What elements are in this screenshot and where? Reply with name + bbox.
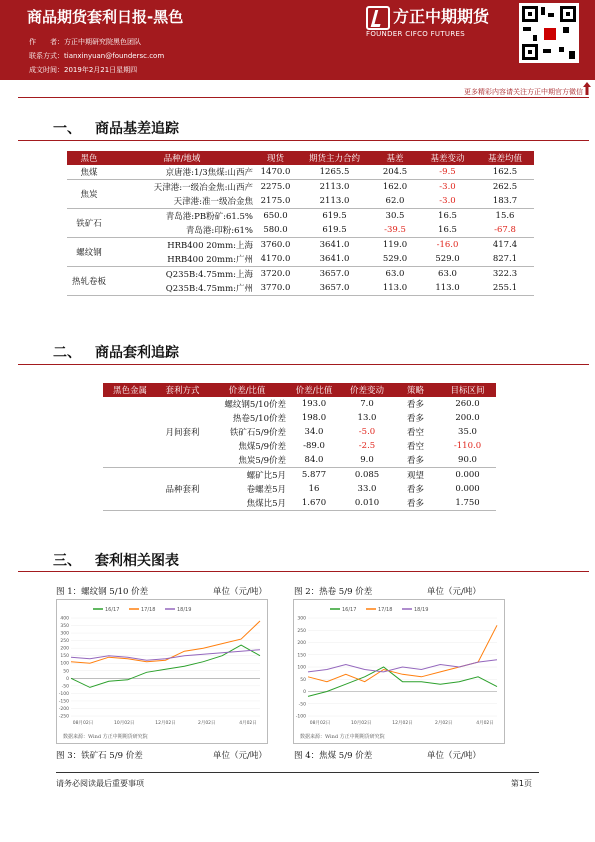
section-1-heading: 一、 商品基差追踪 [53, 121, 179, 137]
table-cell: 255.1 [492, 283, 518, 293]
table-cell: 63.0 [385, 269, 405, 279]
group-label: 月间套利 [165, 428, 200, 438]
series-line [71, 650, 260, 661]
group-label: 螺纹钢 [76, 248, 102, 258]
legend-label: 18/19 [177, 607, 192, 613]
table-cell: 看多 [406, 456, 424, 466]
table-cell: 62.0 [385, 196, 405, 206]
date-line: 成文时间：2019年2月21日星期四 [29, 66, 138, 74]
table-cell: 113.0 [435, 283, 460, 293]
table-cell: 0.010 [354, 498, 380, 508]
y-tick-label: 50 [300, 677, 306, 683]
table-cell: 看多 [406, 499, 424, 509]
table-cell: 529.0 [382, 254, 408, 264]
x-tick-label: 12月02日 [392, 721, 413, 726]
table-cell: -9.5 [439, 167, 456, 177]
chart-rebar-spread [56, 599, 268, 744]
table-cell: 3657.0 [319, 269, 350, 279]
table-cell: 2113.0 [319, 182, 350, 192]
x-tick-label: 10月02日 [114, 721, 135, 726]
section-3-heading: 三、 套利相关图表 [53, 553, 179, 569]
table-cell: HRB400 20mm:上海 [167, 241, 253, 251]
table-cell: 看多 [406, 485, 424, 495]
footer-divider [56, 772, 539, 773]
table-cell: 京唐港:1/3焦煤:山西产 [165, 168, 253, 178]
report-header [0, 0, 595, 80]
column-header: 品种/地域 [111, 151, 253, 165]
arrow-up-icon [583, 82, 591, 95]
column-header: 黑色金属 [103, 383, 157, 397]
table-cell: 90.0 [458, 455, 477, 465]
y-tick-label: 200 [60, 646, 69, 652]
table-cell: 7.0 [360, 399, 374, 409]
table-cell: 1470.0 [260, 167, 291, 177]
table-cell: 204.5 [382, 167, 408, 177]
table-cell: 63.0 [438, 269, 457, 279]
table-cell: 0.085 [354, 470, 380, 480]
figure-4-caption: 图 4：焦煤 5/9 价差 [294, 751, 373, 761]
table-cell: -110.0 [453, 441, 482, 451]
y-tick-label: 300 [297, 616, 306, 622]
y-tick-label: 400 [60, 616, 69, 622]
legend-label: 16/17 [105, 607, 120, 613]
table-cell: 青岛港:印粉:61% [185, 226, 253, 236]
table-cell: 3760.0 [260, 240, 291, 250]
x-tick-label: 2月02日 [434, 721, 453, 726]
table-cell: HRB400 20mm:广州 [167, 255, 253, 265]
table-cell: 30.5 [385, 211, 405, 221]
column-header: 期货主力合约 [298, 151, 371, 165]
y-tick-label: 100 [60, 661, 69, 667]
table-cell: 天津港:准一级冶金焦 [173, 197, 253, 207]
legend-label: 17/18 [378, 607, 393, 613]
column-header: 套利方式 [157, 383, 208, 397]
y-tick-label: -100 [295, 714, 306, 720]
table-row [67, 180, 534, 195]
y-tick-label: 150 [297, 653, 306, 659]
table-cell: -89.0 [303, 441, 325, 451]
table-cell: 183.7 [492, 196, 518, 206]
table-cell: 417.4 [492, 240, 518, 250]
group-label: 品种套利 [165, 485, 200, 495]
figure-2-unit: 单位（元/吨） [427, 587, 481, 597]
contact-line: 联系方式：tianxinyuan@foundersc.com [29, 52, 165, 60]
y-tick-label: 250 [60, 639, 69, 645]
table-cell: Q235B:4.75mm:广州 [165, 284, 253, 294]
table-row [67, 209, 534, 224]
section-2-divider [18, 364, 589, 365]
table-row [103, 468, 496, 483]
table-cell: 162.5 [492, 167, 518, 177]
y-tick-label: 150 [60, 654, 69, 660]
table-cell: 3657.0 [319, 283, 350, 293]
group-label: 焦炭 [80, 190, 98, 200]
arbitrage-table [103, 383, 496, 511]
x-tick-label: 4月02日 [239, 721, 257, 726]
table-cell: 13.0 [357, 413, 377, 423]
x-tick-label: 2月02日 [197, 721, 216, 726]
table-cell: 观望 [406, 471, 424, 481]
figure-2-caption: 图 2：热卷 5/9 价差 [294, 587, 373, 597]
table-cell: 16.5 [438, 225, 457, 235]
table-cell: 198.0 [301, 413, 327, 423]
table-cell: 0.000 [455, 484, 480, 494]
author-line: 作 者：方正中期研究院黑色团队 [29, 38, 141, 46]
table-cell: -16.0 [436, 240, 459, 250]
column-header: 黑色 [67, 151, 111, 165]
figure-1-unit: 单位（元/吨） [213, 587, 267, 597]
chart-hrc-spread [293, 599, 505, 744]
table-row [67, 165, 534, 180]
header-divider [18, 97, 589, 98]
table-cell: 2175.0 [260, 196, 291, 206]
column-header: 基差均值 [476, 151, 534, 165]
table-cell: 33.0 [357, 484, 377, 494]
figure-4-unit: 单位（元/吨） [427, 751, 481, 761]
table-cell: 162.0 [382, 182, 408, 192]
column-header: 价差/比值 [208, 383, 286, 397]
column-header: 价差变动 [342, 383, 392, 397]
y-tick-label: 0 [303, 690, 306, 695]
company-logo-icon [366, 6, 390, 30]
table-cell: -2.5 [358, 441, 376, 451]
table-cell: 看空 [406, 428, 424, 438]
table-cell: 焦炭5/9价差 [238, 456, 286, 466]
basis-table [67, 151, 534, 296]
column-header: 目标区间 [439, 383, 496, 397]
table-cell: 34.0 [304, 427, 324, 437]
table-cell: 1265.5 [319, 167, 350, 177]
chart-1-source: 数据来源：Wind 方正中期期货研究院 [63, 734, 148, 740]
table-cell: Q235B:4.75mm:上海 [165, 270, 253, 280]
table-row [67, 267, 534, 282]
table-cell: -3.0 [439, 196, 456, 206]
table-cell: 2275.0 [260, 182, 291, 192]
table-cell: 3770.0 [260, 283, 291, 293]
table-cell: -67.8 [494, 225, 516, 235]
table-cell: 193.0 [301, 399, 327, 409]
table-cell: 1.670 [301, 498, 327, 508]
table-cell: 84.0 [304, 455, 324, 465]
table-row [103, 397, 496, 411]
table-cell: 0.000 [455, 470, 480, 480]
column-header: 基差变动 [419, 151, 476, 165]
table-cell: 3720.0 [260, 269, 291, 279]
y-tick-label: -250 [58, 714, 69, 720]
section-3-divider [18, 571, 589, 572]
table-cell: 260.0 [455, 399, 480, 409]
table-cell: 热卷5/10价差 [232, 414, 286, 424]
table-cell: 2113.0 [319, 196, 350, 206]
section-1-divider [18, 140, 589, 141]
table-cell: -3.0 [439, 182, 456, 192]
table-cell: 119.0 [382, 240, 408, 250]
table-row [67, 281, 534, 296]
y-tick-label: -150 [58, 699, 69, 705]
column-header: 基差 [371, 151, 419, 165]
y-tick-label: -50 [298, 702, 306, 708]
table-cell: 卷螺差5月 [246, 485, 286, 495]
table-cell: -5.0 [358, 427, 376, 437]
table-cell: 16.5 [438, 211, 457, 221]
table-cell: 3641.0 [319, 254, 350, 264]
y-tick-label: 50 [63, 669, 69, 675]
x-tick-label: 12月02日 [155, 721, 176, 726]
figure-3-caption: 图 3：铁矿石 5/9 价差 [56, 751, 143, 761]
table-row [67, 223, 534, 238]
page-number: 第1页 [510, 779, 532, 788]
table-cell: 9.0 [360, 455, 374, 465]
table-cell: 焦煤比5月 [246, 499, 286, 509]
qr-code-icon [519, 3, 579, 63]
y-tick-label: -200 [58, 706, 69, 712]
y-tick-label: 100 [297, 665, 306, 671]
series-line [71, 645, 260, 687]
figure-3-unit: 单位（元/吨） [213, 751, 267, 761]
table-cell: 580.0 [263, 225, 288, 235]
table-cell: 4170.0 [260, 254, 291, 264]
figure-1-caption: 图 1：螺纹钢 5/10 价差 [56, 587, 149, 597]
table-row [67, 252, 534, 267]
table-cell: -39.5 [384, 225, 406, 235]
table-cell: 铁矿石5/9价差 [229, 428, 286, 438]
chart-2-source: 数据来源：Wind 方正中期期货研究院 [300, 734, 385, 740]
table-cell: 5.877 [301, 470, 327, 480]
follow-wechat-text[interactable]: 更多精彩内容请关注方正中期官方微信 [464, 88, 583, 96]
y-tick-label: -100 [58, 691, 69, 697]
table-cell: 焦煤5/9价差 [238, 442, 286, 452]
x-tick-label: 08月02日 [72, 721, 94, 726]
series-line [308, 667, 497, 696]
table-cell: 3641.0 [319, 240, 350, 250]
y-tick-label: 250 [297, 628, 306, 634]
series-line [308, 625, 497, 681]
y-tick-label: 0 [66, 676, 69, 682]
y-tick-label: -50 [61, 684, 69, 690]
group-label: 焦煤 [80, 168, 98, 178]
table-cell: 35.0 [458, 427, 477, 437]
brand-name: 方正中期期货 [393, 7, 490, 26]
x-tick-label: 4月02日 [476, 721, 494, 726]
report-title: 商品期货套利日报-黑色 [27, 8, 184, 26]
table-cell: 529.0 [435, 254, 460, 264]
group-label: 铁矿石 [76, 219, 102, 229]
table-cell: 看空 [406, 442, 424, 452]
table-row [67, 238, 534, 253]
table-cell: 15.6 [495, 211, 515, 221]
series-line [308, 660, 497, 672]
column-header: 策略 [392, 383, 439, 397]
table-cell: 1.750 [455, 498, 480, 508]
table-cell: 看多 [406, 414, 424, 424]
table-cell: 螺纹钢5/10价差 [224, 400, 286, 410]
table-cell: 827.1 [492, 254, 518, 264]
group-label: 热轧卷板 [71, 277, 106, 287]
legend-label: 18/19 [414, 607, 429, 613]
x-tick-label: 08月02日 [309, 721, 331, 726]
table-row [67, 194, 534, 209]
table-cell: 619.5 [322, 211, 347, 221]
x-tick-label: 10月02日 [351, 721, 372, 726]
table-cell: 619.5 [322, 225, 347, 235]
column-header: 价差/比值 [286, 383, 342, 397]
brand-name-en: FOUNDER CIFCO FUTURES [366, 30, 465, 38]
table-cell: 螺矿比5月 [246, 471, 286, 481]
legend-label: 17/18 [141, 607, 156, 613]
table-cell: 322.3 [492, 269, 518, 279]
table-cell: 看多 [406, 400, 424, 410]
section-2-heading: 二、 商品套利追踪 [53, 345, 179, 361]
y-tick-label: 350 [60, 624, 69, 630]
y-tick-label: 300 [60, 631, 69, 637]
table-cell: 天津港:一级冶金焦:山西产 [153, 183, 253, 193]
legend-label: 16/17 [342, 607, 357, 613]
table-cell: 200.0 [455, 413, 480, 423]
table-cell: 650.0 [263, 211, 288, 221]
table-cell: 262.5 [492, 182, 518, 192]
table-cell: 青岛港:PB粉矿:61.5% [165, 212, 253, 222]
table-cell: 113.0 [382, 283, 408, 293]
table-cell: 16 [308, 484, 320, 494]
footer-note: 请务必阅读最后重要事项 [56, 779, 144, 788]
column-header: 现货 [253, 151, 298, 165]
y-tick-label: 200 [297, 641, 306, 646]
